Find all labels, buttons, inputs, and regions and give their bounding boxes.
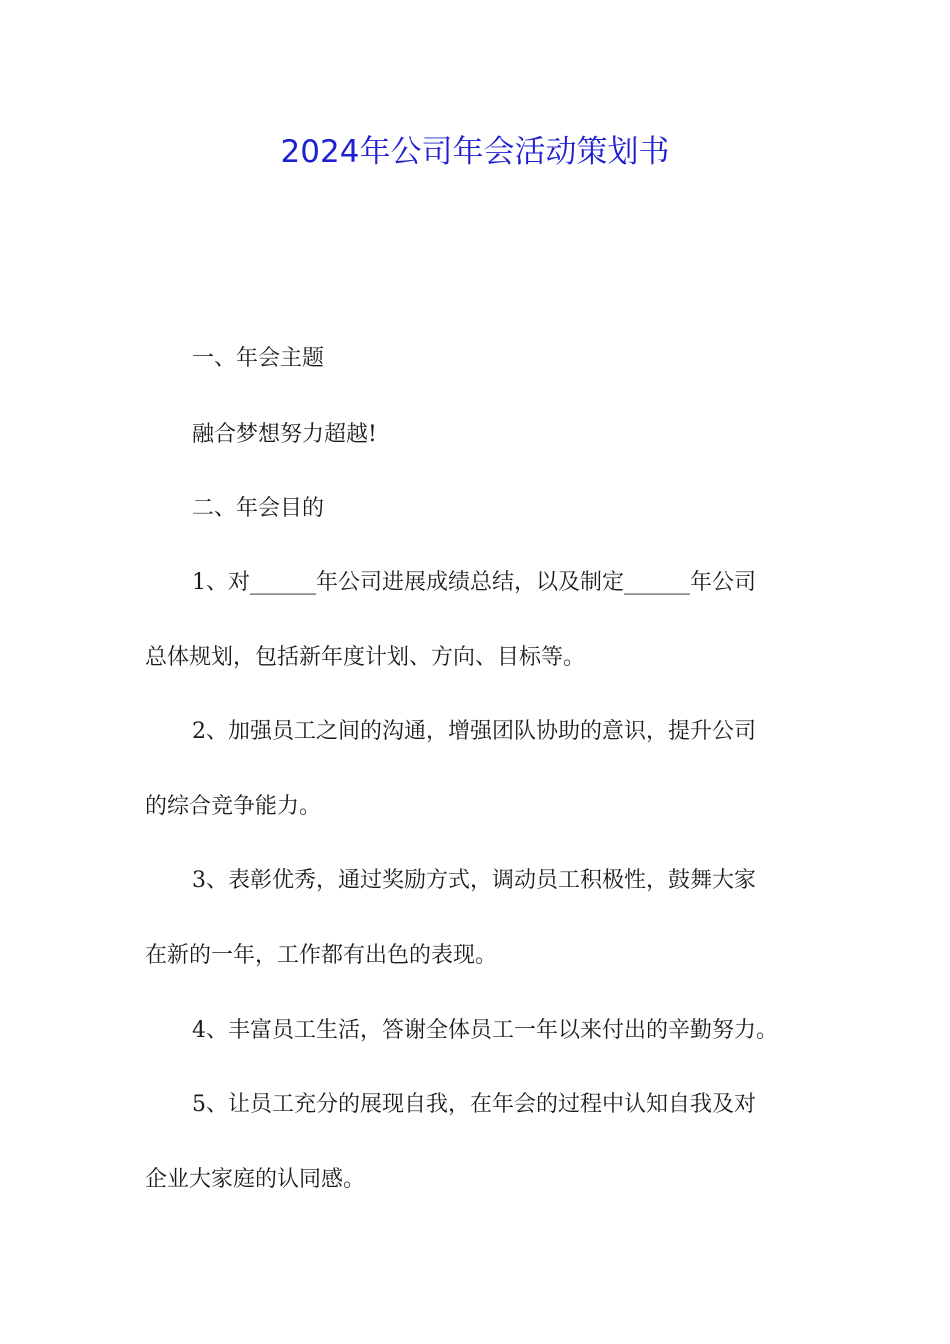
purpose-item-1-line-2: 总体规划，包括新年度计划、方向、目标等。: [145, 645, 586, 670]
section-heading-theme: 一、年会主题: [192, 346, 325, 371]
purpose-item-2-line-2: 的综合竞争能力。: [145, 794, 322, 819]
purpose-item-1-line-1: 1、对______年公司进展成绩总结，以及制定______年公司: [192, 570, 756, 595]
purpose-item-4: 4、丰富员工生活，答谢全体员工一年以来付出的辛勤努力。: [192, 1018, 778, 1043]
purpose-item-5-line-2: 企业大家庭的认同感。: [145, 1167, 366, 1192]
theme-text: 融合梦想努力超越!: [192, 422, 377, 447]
purpose-item-2-line-1: 2、加强员工之间的沟通，增强团队协助的意识，提升公司: [192, 719, 756, 744]
purpose-item-3-line-1: 3、表彰优秀，通过奖励方式，调动员工积极性，鼓舞大家: [192, 868, 756, 893]
purpose-item-3-line-2: 在新的一年，工作都有出色的表现。: [145, 943, 498, 968]
purpose-item-5-line-1: 5、让员工充分的展现自我，在年会的过程中认知自我及对: [192, 1092, 756, 1117]
section-heading-purpose: 二、年会目的: [192, 496, 325, 521]
document-title: 2024年公司年会活动策划书: [280, 134, 670, 170]
